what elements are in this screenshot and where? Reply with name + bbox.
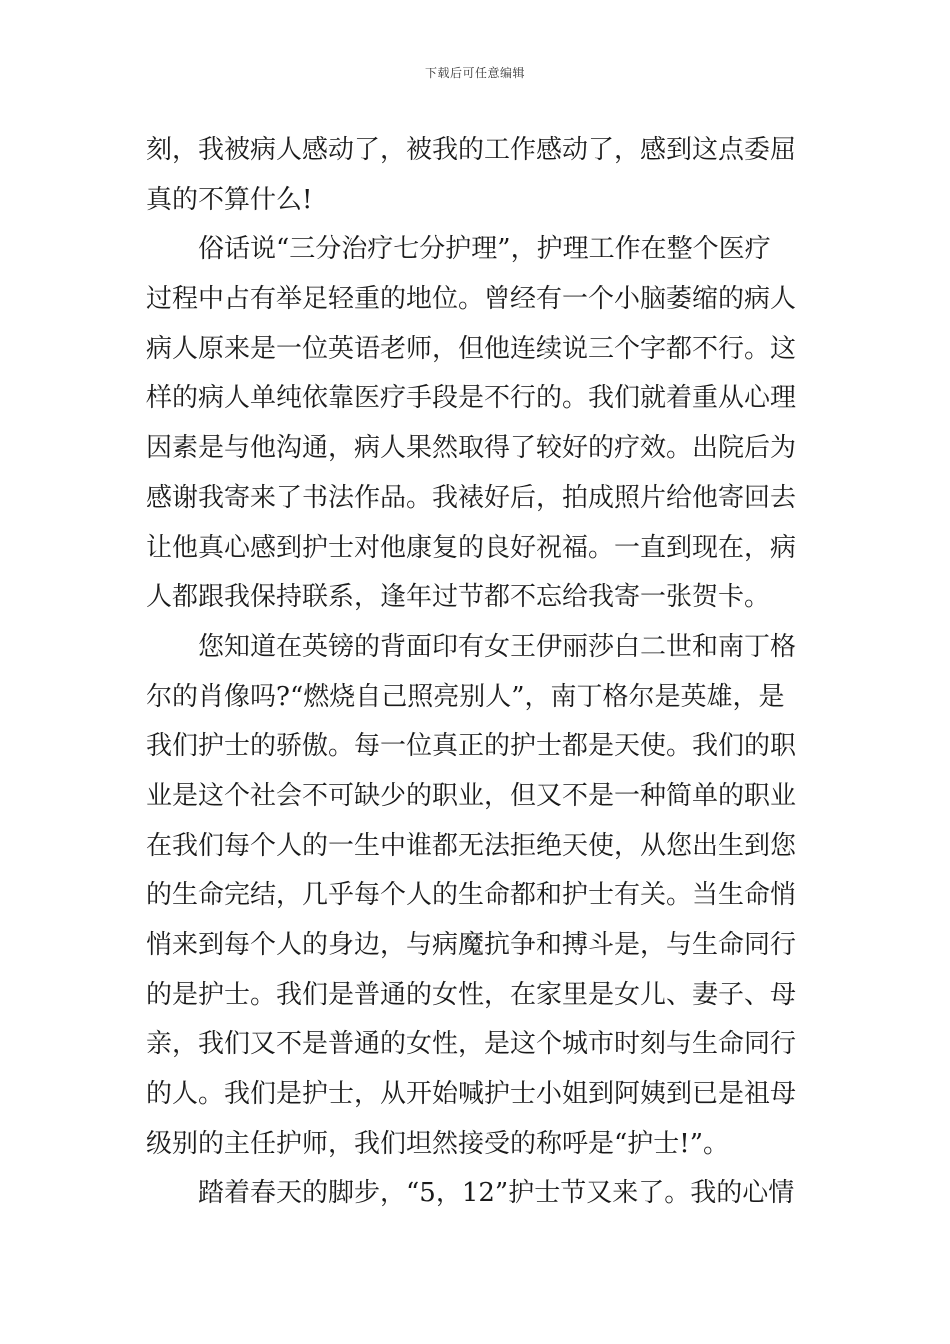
text-line: 悄来到每个人的身边，与病魔抗争和搏斗是，与生命同行 bbox=[146, 930, 797, 960]
text-line: 的生命完结，几乎每个人的生命都和护士有关。当生命悄 bbox=[146, 880, 797, 911]
text-line: 过程中占有举足轻重的地位。曾经有一个小脑萎缩的病人 bbox=[146, 284, 797, 315]
text-line: 级别的主任护师，我们坦然接受的称呼是“护士!”。 bbox=[146, 1128, 730, 1159]
text-line: 的人。我们是护士，从开始喊护士小姐到阿姨到已是祖母 bbox=[146, 1079, 797, 1110]
text-line: 亲，我们又不是普通的女性，是这个城市时刻与生命同行 bbox=[146, 1029, 797, 1060]
text-line: 踏着春天的脚步，“5，12”护士节又来了。我的心情 bbox=[198, 1178, 795, 1209]
text-line: 人都跟我保持联系，逢年过节都不忘给我寄一张贺卡。 bbox=[146, 582, 771, 613]
text-line: 在我们每个人的一生中谁都无法拒绝天使，从您出生到您 bbox=[146, 830, 797, 861]
text-line: 因素是与他沟通，病人果然取得了较好的疗效。出院后为 bbox=[146, 433, 797, 464]
page-header: 下载后可任意编辑 bbox=[424, 66, 525, 80]
text-line: 让他真心感到护士对他康复的良好祝福。一直到现在，病 bbox=[146, 532, 797, 563]
text-line: 我们护士的骄傲。每一位真正的护士都是天使。我们的职 bbox=[146, 731, 797, 762]
text-line: 业是这个社会不可缺少的职业，但又不是一种简单的职业 bbox=[146, 780, 797, 811]
paragraph bbox=[146, 126, 810, 225]
text-line: 俗话说“三分治疗七分护理”，护理工作在整个医疗 bbox=[198, 234, 771, 265]
paragraph bbox=[146, 1169, 810, 1219]
text-line: 尔的肖像吗?“燃烧自己照亮别人”，南丁格尔是英雄，是 bbox=[146, 681, 785, 712]
text-line: 的是护士。我们是普通的女性，在家里是女儿、妻子、母 bbox=[146, 979, 797, 1010]
text-line: 感谢我寄来了书法作品。我裱好后，拍成照片给他寄回去 bbox=[146, 482, 797, 513]
text-line: 您知道在英镑的背面印有女王伊丽莎白二世和南丁格 bbox=[198, 631, 797, 662]
text-line: 真的不算什么! bbox=[146, 184, 313, 215]
text-line: 样的病人单纯依靠医疗手段是不行的。我们就着重从心理 bbox=[146, 383, 797, 414]
paragraph bbox=[146, 225, 810, 623]
text-line: 病人原来是一位英语老师，但他连续说三个字都不行。这 bbox=[146, 333, 797, 364]
document-body bbox=[146, 126, 810, 1219]
paragraph bbox=[146, 623, 810, 1170]
text-line: 刻，我被病人感动了，被我的工作感动了，感到这点委屈 bbox=[146, 135, 797, 165]
